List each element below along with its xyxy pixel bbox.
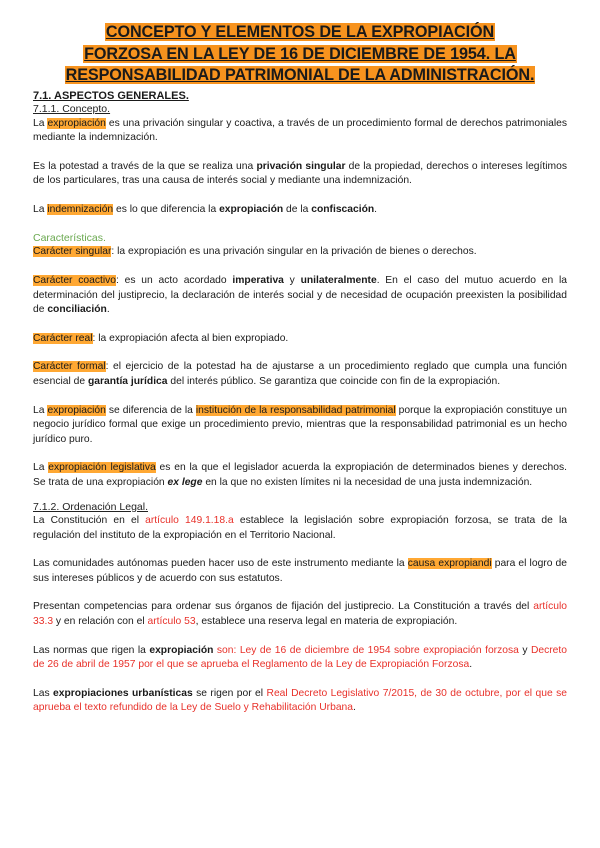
paragraph-caracter-singular: Carácter singular: la expropiación es una privación singular en la privación de bienes o derechos.	[33, 246, 477, 258]
paragraph-comunidades-autonomas: Las comunidades autónomas pueden hacer uso de este instrumento mediante la causa expropiandi para el logro de sus intereses públicos y de acuerdo con sus estatutos.	[33, 558, 568, 584]
paragraph-concepto-definicion: La expropiación es una privación singular y coactiva, a través de un procedimiento formal de derechos patrimoniales mediante la indemnización.	[33, 117, 567, 144]
subheading-ordenacion-legal: 7.1.2. Ordenación Legal.	[33, 500, 148, 513]
title-line-1: CONCEPTO Y ELEMENTOS DE LA EXPROPIACIÓN	[105, 23, 495, 41]
highlight-expropiacion-legislativa: expropiación legislativa	[48, 462, 156, 474]
subheading-concepto: 7.1.1. Concepto.	[33, 103, 111, 115]
section-heading-aspectos-generales: 7.1. ASPECTOS GENERALES.	[33, 89, 189, 102]
paragraph-constitucion-149: La Constitución en el artículo 149.1.18.a establece la legislación sobre expropiación forzosa, se trata de la regulación del instituto de la expropiación en el Territorio Nacional.	[33, 515, 567, 541]
highlight-caracter-coactivo: Carácter coactivo	[33, 275, 117, 287]
highlight-indemnizacion: indemnización	[47, 203, 114, 215]
highlight-caracter-singular: Carácter singular	[33, 246, 112, 258]
reference-ley-1954: son: Ley de 16 de diciembre de 1954 sobre expropiación forzosa	[213, 644, 519, 656]
paragraph-expropiaciones-urbanisticas: Las expropiaciones urbanísticas se rigen por el Real Decreto Legislativo 7/2015, de 30 de octubre, por el que se aprueba el texto refundido de la Ley de Suelo y Rehabilitación Urbana.	[33, 687, 568, 714]
highlight-expropiacion: expropiación	[47, 117, 106, 129]
paragraph-normas-expropiacion: Las normas que rigen la expropiación son: Ley de 16 de diciembre de 1954 sobre expropiación forzosa y Decreto de 26 de abril de 1957 por el que se aprueba el Reglamento de la Ley de Expropiación Forzosa.	[33, 644, 567, 671]
paragraph-caracter-real: Carácter real: la expropiación afecta al bien expropiado.	[33, 332, 289, 344]
caracteristicas-heading: Características.	[33, 232, 106, 245]
reference-articulo-53: artículo 53	[147, 616, 196, 628]
reference-decreto-1957: Decreto de 26 de abril de 1957 por el que se aprueba el Reglamento de la Ley de Expropiación Forzosa	[33, 644, 567, 671]
highlight-causa-expropiandi: causa expropiandi	[407, 558, 492, 570]
reference-rdl-7-2015: Real Decreto Legislativo 7/2015, de 30 de octubre, por el que se aprueba el texto refundido de la Ley de Suelo y Rehabilitación Urbana	[33, 687, 568, 714]
reference-articulo-33: artículo 33.3	[33, 601, 567, 628]
highlight-expropiacion-2: expropiación	[47, 404, 106, 416]
paragraph-indemnizacion: La indemnización es lo que diferencia la expropiación de la confiscación.	[33, 203, 378, 215]
paragraph-potestad: Es la potestad a través de la que se realiza una privación singular de la propiedad, derechos o intereses legítimos de los particulares, tras una causa de interés social y mediante una indemnización.	[33, 160, 567, 187]
reference-articulo-149: artículo 149.1.18.a	[145, 515, 234, 527]
paragraph-caracter-formal: Carácter formal: el ejercicio de la potestad ha de ajustarse a un procedimiento reglado que cumpla una función esencial de garantía jurídica del interés público. Se garantiza que coincide con fin de la expropiación.	[33, 361, 568, 388]
highlight-caracter-formal: Carácter formal	[33, 361, 106, 373]
paragraph-caracter-coactivo: Carácter coactivo: es un acto acordado imperativa y unilateralmente. En el caso del mutuo acuerdo en la determinación del justiprecio, la declaración de interés social y de necesidad de ocupación preexisten la posibilidad de conciliación.	[33, 275, 567, 316]
paragraph-diferencia-responsabilidad: La expropiación se diferencia de la institución de la responsabilidad patrimonial porque la expropiación constituye un negocio jurídico formal que exige un procedimiento previo, mientras que la responsabilidad patrimonial es un hecho jurídico puro.	[33, 404, 567, 445]
title-line-3: RESPONSABILIDAD PATRIMONIAL DE LA ADMINISTRACIÓN.	[65, 66, 535, 84]
document-title	[40, 22, 560, 87]
title-line-2: FORZOSA EN LA LEY DE 16 DE DICIEMBRE DE 1954. LA	[84, 44, 516, 63]
paragraph-competencias-justiprecio: Presentan competencias para ordenar sus órganos de fijación del justiprecio. La Constitución a través del artículo 33.3 y en relación con el artículo 53, establece una reserva legal en materia de expropiación.	[33, 601, 567, 628]
highlight-caracter-real: Carácter real	[33, 332, 93, 344]
highlight-responsabilidad-patrimonial: institución de la responsabilidad patrimonial	[195, 404, 396, 416]
paragraph-expropiacion-legislativa: La expropiación legislativa es en la que el legislador acuerda la expropiación de determinados bienes y derechos. Se trata de una expropiación ex lege en la que no existen límites ni la necesidad de una justa indemnización.	[33, 462, 567, 488]
